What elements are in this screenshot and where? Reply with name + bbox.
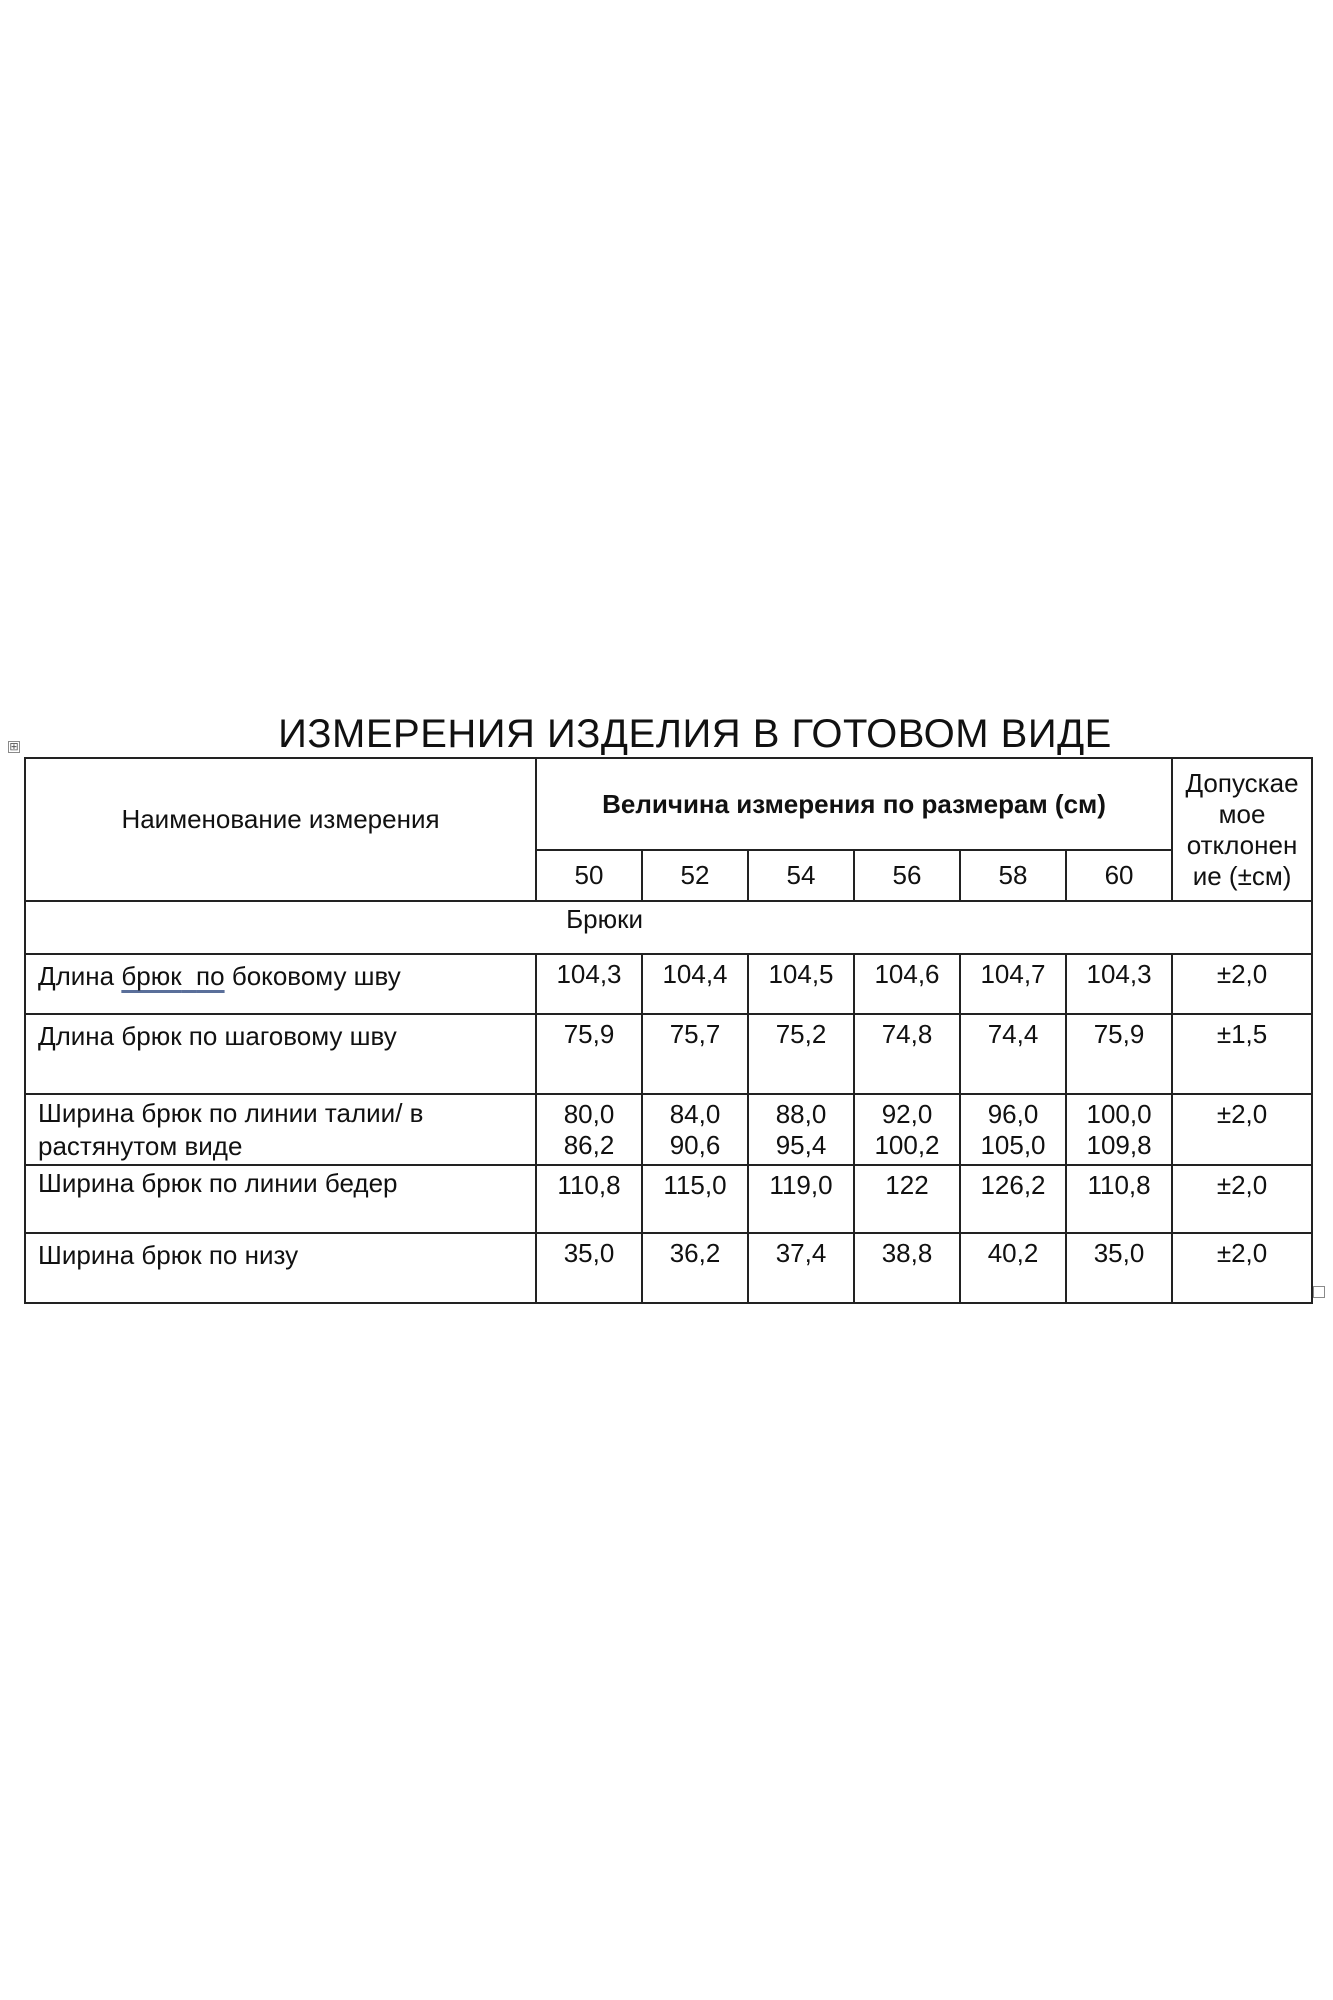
measurement-name: Ширина брюк по низу bbox=[25, 1233, 536, 1303]
value-cell bbox=[1066, 1094, 1172, 1165]
measurement-name-line: Ширина брюк по линии талии/ в bbox=[38, 1098, 424, 1128]
value-cell: 75,7 bbox=[642, 1014, 748, 1094]
value-cell: 35,0 bbox=[1066, 1233, 1172, 1303]
tolerance-cell: ±2,0 bbox=[1172, 1233, 1312, 1303]
table-move-handle-icon[interactable]: ⊞ bbox=[9, 740, 19, 753]
value-cell: 104,6 bbox=[854, 954, 960, 1014]
value-cell: 75,9 bbox=[536, 1014, 642, 1094]
measurement-name bbox=[25, 954, 536, 1014]
value-cell: 36,2 bbox=[642, 1233, 748, 1303]
value-line: 90,6 bbox=[669, 1130, 721, 1160]
value-line: 88,0 bbox=[775, 1099, 827, 1129]
value-line: 96,0 bbox=[987, 1099, 1039, 1129]
name-part: боковому шву bbox=[224, 961, 401, 991]
value-line: 100,0 bbox=[1086, 1099, 1152, 1129]
value-line: 84,0 bbox=[669, 1099, 721, 1129]
value-cell: 104,5 bbox=[748, 954, 854, 1014]
spellcheck-underlined-space bbox=[182, 961, 196, 991]
header-tolerance-line: ие (±см) bbox=[1192, 860, 1292, 891]
table-row bbox=[25, 1165, 1312, 1233]
header-value-cell bbox=[536, 758, 1172, 850]
value-line: 92,0 bbox=[881, 1099, 933, 1129]
value-cell bbox=[854, 1094, 960, 1165]
tolerance-cell: ±1,5 bbox=[1172, 1014, 1312, 1094]
size-cell: 60 bbox=[1066, 850, 1172, 901]
measurement-name-line: растянутом виде bbox=[38, 1131, 243, 1161]
header-tolerance-line: Допускае bbox=[1185, 767, 1299, 798]
header-row bbox=[25, 758, 1312, 850]
value-line: 105,0 bbox=[980, 1130, 1046, 1160]
measurement-name: Длина брюк по шаговому шву bbox=[25, 1014, 536, 1094]
tolerance-cell: ±2,0 bbox=[1172, 954, 1312, 1014]
value-cell: 104,3 bbox=[536, 954, 642, 1014]
measurement-name: Ширина брюк по линии бедер bbox=[25, 1165, 536, 1233]
table-row bbox=[25, 1233, 1312, 1303]
size-cell: 50 bbox=[536, 850, 642, 901]
value-cell: 126,2 bbox=[960, 1165, 1066, 1233]
value-cell: 75,9 bbox=[1066, 1014, 1172, 1094]
spellcheck-underlined-word: брюк bbox=[121, 961, 182, 991]
table-row bbox=[25, 1014, 1312, 1094]
size-cell: 58 bbox=[960, 850, 1066, 901]
value-line: 80,0 bbox=[563, 1099, 615, 1129]
size-cell: 56 bbox=[854, 850, 960, 901]
value-cell bbox=[748, 1094, 854, 1165]
header-name-label: Наименование измерения bbox=[121, 804, 440, 834]
document-title: ИЗМЕРЕНИЯ ИЗДЕЛИЯ В ГОТОВОМ ВИДЕ bbox=[278, 712, 1112, 756]
value-cell: 110,8 bbox=[1066, 1165, 1172, 1233]
value-cell: 104,3 bbox=[1066, 954, 1172, 1014]
tolerance-cell: ±2,0 bbox=[1172, 1094, 1312, 1165]
value-cell bbox=[536, 1094, 642, 1165]
value-cell: 104,7 bbox=[960, 954, 1066, 1014]
header-tolerance-line: мое bbox=[1218, 798, 1266, 829]
value-cell: 74,4 bbox=[960, 1014, 1066, 1094]
value-line: 109,8 bbox=[1086, 1130, 1152, 1160]
section-title: Брюки bbox=[566, 904, 643, 934]
value-cell: 37,4 bbox=[748, 1233, 854, 1303]
tolerance-cell: ±2,0 bbox=[1172, 1165, 1312, 1233]
value-cell: 110,8 bbox=[536, 1165, 642, 1233]
spellcheck-underlined-word: по bbox=[196, 961, 225, 991]
value-cell: 122 bbox=[854, 1165, 960, 1233]
value-cell bbox=[642, 1094, 748, 1165]
measurements-table bbox=[24, 757, 1313, 1304]
section-row bbox=[25, 901, 1312, 954]
value-cell: 104,4 bbox=[642, 954, 748, 1014]
value-cell: 119,0 bbox=[748, 1165, 854, 1233]
header-name-cell bbox=[25, 758, 536, 901]
table-row bbox=[25, 954, 1312, 1014]
header-tolerance-line: отклонен bbox=[1186, 829, 1298, 860]
table-row bbox=[25, 1094, 1312, 1165]
header-tolerance-cell bbox=[1172, 758, 1312, 901]
value-line: 100,2 bbox=[874, 1130, 940, 1160]
value-cell: 40,2 bbox=[960, 1233, 1066, 1303]
value-cell: 75,2 bbox=[748, 1014, 854, 1094]
size-cell: 52 bbox=[642, 850, 748, 901]
value-cell: 38,8 bbox=[854, 1233, 960, 1303]
value-cell: 74,8 bbox=[854, 1014, 960, 1094]
value-line: 86,2 bbox=[563, 1130, 615, 1160]
section-label bbox=[25, 901, 1312, 954]
measurement-name bbox=[25, 1094, 536, 1165]
value-cell bbox=[960, 1094, 1066, 1165]
name-part: Длина bbox=[38, 961, 122, 991]
header-value-label: Величина измерения по размерам (см) bbox=[602, 788, 1106, 819]
size-cell: 54 bbox=[748, 850, 854, 901]
table-resize-handle-icon[interactable] bbox=[1313, 1286, 1325, 1298]
value-cell: 35,0 bbox=[536, 1233, 642, 1303]
value-line: 95,4 bbox=[775, 1130, 827, 1160]
value-cell: 115,0 bbox=[642, 1165, 748, 1233]
